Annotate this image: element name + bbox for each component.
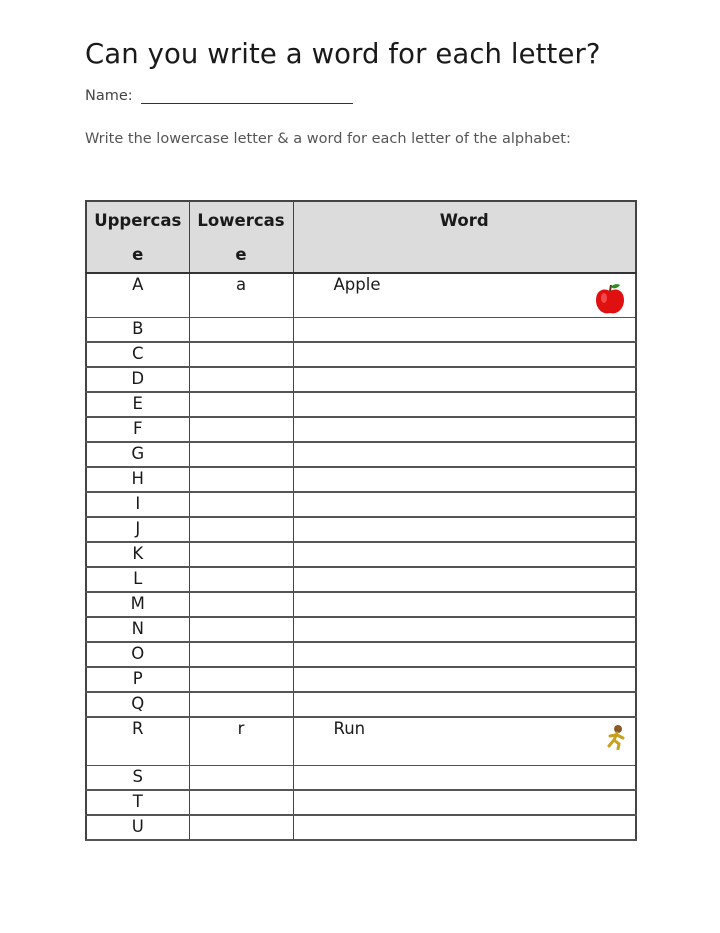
word-cell[interactable] <box>293 542 636 567</box>
running-person-icon <box>605 724 629 750</box>
uppercase-cell: G <box>86 442 189 467</box>
worksheet-title: Can you write a word for each letter? <box>85 38 601 70</box>
lowercase-cell[interactable] <box>189 592 293 617</box>
lowercase-cell[interactable]: a <box>189 273 293 317</box>
table-row <box>86 592 636 617</box>
word-cell[interactable] <box>293 667 636 692</box>
table-row <box>86 367 636 392</box>
alphabet-table <box>85 200 637 841</box>
table-row <box>86 467 636 492</box>
uppercase-cell: J <box>86 517 189 542</box>
lowercase-cell[interactable] <box>189 692 293 717</box>
table-row <box>86 542 636 567</box>
table-row <box>86 692 636 717</box>
lowercase-cell[interactable] <box>189 790 293 815</box>
table-row <box>86 567 636 592</box>
word-text: Apple <box>333 275 381 294</box>
uppercase-cell: F <box>86 417 189 442</box>
table-row <box>86 790 636 815</box>
word-cell[interactable] <box>293 442 636 467</box>
word-cell[interactable] <box>293 417 636 442</box>
lowercase-cell[interactable] <box>189 667 293 692</box>
table-row <box>86 492 636 517</box>
table-row <box>86 667 636 692</box>
lowercase-cell[interactable] <box>189 617 293 642</box>
table-row <box>86 273 636 317</box>
name-field[interactable] <box>85 87 353 104</box>
table-row <box>86 342 636 367</box>
uppercase-cell: H <box>86 467 189 492</box>
table-row <box>86 717 636 765</box>
lowercase-cell[interactable] <box>189 342 293 367</box>
uppercase-cell: I <box>86 492 189 517</box>
word-cell[interactable] <box>293 317 636 342</box>
word-cell[interactable] <box>293 642 636 667</box>
word-text: Run <box>333 719 366 738</box>
uppercase-cell: R <box>86 717 189 765</box>
lowercase-cell[interactable]: r <box>189 717 293 765</box>
table-row <box>86 517 636 542</box>
name-blank-line[interactable] <box>141 87 353 104</box>
table-row <box>86 442 636 467</box>
table-row <box>86 317 636 342</box>
lowercase-cell[interactable] <box>189 417 293 442</box>
uppercase-cell: B <box>86 317 189 342</box>
lowercase-cell[interactable] <box>189 367 293 392</box>
uppercase-cell: O <box>86 642 189 667</box>
lowercase-cell[interactable] <box>189 517 293 542</box>
table-row <box>86 617 636 642</box>
word-cell[interactable] <box>293 492 636 517</box>
word-cell[interactable] <box>293 467 636 492</box>
name-label: Name: <box>85 88 133 104</box>
apple-icon <box>593 282 627 316</box>
lowercase-cell[interactable] <box>189 765 293 790</box>
uppercase-cell: S <box>86 765 189 790</box>
table-row <box>86 642 636 667</box>
word-cell[interactable] <box>293 342 636 367</box>
word-cell[interactable] <box>293 790 636 815</box>
uppercase-cell: C <box>86 342 189 367</box>
uppercase-cell: D <box>86 367 189 392</box>
uppercase-cell: M <box>86 592 189 617</box>
header-lowercase: Lowercase <box>189 201 293 273</box>
word-cell[interactable] <box>293 765 636 790</box>
uppercase-cell: T <box>86 790 189 815</box>
uppercase-cell: Q <box>86 692 189 717</box>
header-uppercase: Uppercase <box>86 201 189 273</box>
table-row <box>86 392 636 417</box>
word-cell[interactable] <box>293 717 636 765</box>
uppercase-cell: K <box>86 542 189 567</box>
uppercase-cell: U <box>86 815 189 840</box>
uppercase-cell: N <box>86 617 189 642</box>
lowercase-cell[interactable] <box>189 492 293 517</box>
word-cell[interactable] <box>293 567 636 592</box>
lowercase-cell[interactable] <box>189 567 293 592</box>
lowercase-cell[interactable] <box>189 815 293 840</box>
word-cell[interactable] <box>293 692 636 717</box>
uppercase-cell: A <box>86 273 189 317</box>
lowercase-cell[interactable] <box>189 392 293 417</box>
word-cell[interactable] <box>293 273 636 317</box>
word-cell[interactable] <box>293 617 636 642</box>
uppercase-cell: L <box>86 567 189 592</box>
word-cell[interactable] <box>293 517 636 542</box>
lowercase-cell[interactable] <box>189 467 293 492</box>
word-cell[interactable] <box>293 367 636 392</box>
lowercase-cell[interactable] <box>189 442 293 467</box>
lowercase-cell[interactable] <box>189 317 293 342</box>
word-cell[interactable] <box>293 815 636 840</box>
uppercase-cell: E <box>86 392 189 417</box>
word-cell[interactable] <box>293 592 636 617</box>
table-row <box>86 417 636 442</box>
uppercase-cell: P <box>86 667 189 692</box>
header-word: Word <box>293 201 636 273</box>
instructions: Write the lowercase letter & a word for each letter of the alphabet: <box>85 131 571 147</box>
word-cell[interactable] <box>293 392 636 417</box>
table-row <box>86 815 636 840</box>
lowercase-cell[interactable] <box>189 542 293 567</box>
lowercase-cell[interactable] <box>189 642 293 667</box>
table-row <box>86 765 636 790</box>
